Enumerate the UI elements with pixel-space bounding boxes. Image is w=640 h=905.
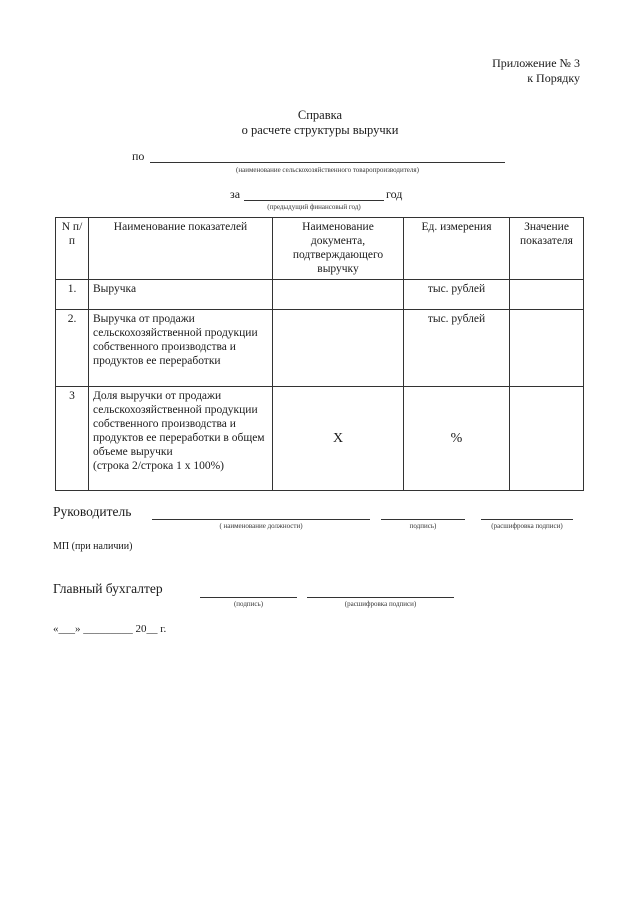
table-row — [56, 387, 584, 491]
head-label: Руководитель — [53, 504, 132, 519]
date-line[interactable]: «___» _________ 20__ г. — [53, 623, 167, 635]
row-2-document[interactable] — [273, 310, 404, 387]
title-subtitle: о расчете структуры выручки — [241, 123, 399, 137]
za-label: за — [230, 187, 241, 201]
document-title — [0, 108, 640, 138]
head-position-caption: ( наименование должности) — [219, 522, 303, 530]
accountant-decode-caption: (расшифровка подписи) — [344, 600, 417, 608]
financial-year-field[interactable] — [244, 200, 384, 201]
table-row — [56, 280, 584, 310]
header-value: Значение показателя — [510, 218, 584, 280]
head-signature-field[interactable] — [381, 519, 465, 520]
row-1-unit: тыс. рублей — [404, 280, 510, 310]
head-signature-caption: подпись) — [409, 522, 437, 530]
god-label: год — [386, 187, 403, 201]
appendix-order: к Порядку — [527, 71, 580, 85]
row-1-document[interactable] — [273, 280, 404, 310]
row-3-num: 3 — [56, 387, 89, 491]
header-name: Наименование показателей — [89, 218, 273, 280]
head-decode-field[interactable] — [481, 519, 573, 520]
row-2-value[interactable] — [510, 310, 584, 387]
row-2-num: 2. — [56, 310, 89, 387]
financial-year-caption: (предыдущий финансовый год) — [267, 203, 361, 211]
header-unit: Ед. измерения — [404, 218, 510, 280]
po-label: по — [132, 149, 145, 163]
row-1-num: 1. — [56, 280, 89, 310]
producer-name-field[interactable] — [150, 162, 505, 163]
accountant-label: Главный бухгалтер — [53, 581, 163, 596]
stamp-label: МП (при наличии) — [53, 541, 133, 552]
row-3-name: Доля выручки от продажи сельскохозяйственной продукции собственного производства и продуктов ее переработки в общем объеме выручки — [93, 390, 265, 458]
accountant-signature-caption: (подпись) — [233, 600, 264, 608]
accountant-decode-field[interactable] — [307, 597, 454, 598]
head-decode-caption: (расшифровка подписи) — [491, 522, 563, 530]
row-3-formula: (строка 2/строка 1 х 100%) — [93, 460, 225, 472]
row-3-unit: % — [404, 387, 510, 491]
appendix-number: Приложение № 3 — [492, 56, 580, 70]
table-row — [56, 310, 584, 387]
row-2-name: Выручка от продажи сельскохозяйственной продукции собственного производства и продуктов ее переработки — [89, 310, 273, 387]
accountant-signature-field[interactable] — [200, 597, 297, 598]
row-2-unit: тыс. рублей — [404, 310, 510, 387]
title-main: Справка — [297, 108, 343, 122]
row-1-value[interactable] — [510, 280, 584, 310]
header-num: N п/п — [56, 218, 89, 280]
table-header-row — [56, 218, 584, 280]
row-1-name: Выручка — [89, 280, 273, 310]
header-document: Наименование документа, подтверждающего выручку — [273, 218, 404, 280]
row-3-value[interactable] — [510, 387, 584, 491]
row-3-document: X — [273, 387, 404, 491]
revenue-structure-table — [55, 217, 584, 491]
appendix-reference — [492, 56, 580, 86]
row-3-name-cell — [89, 387, 273, 491]
producer-name-caption: (наименование сельскохозяйственного товаропроизводителя) — [236, 166, 419, 174]
head-position-field[interactable] — [152, 519, 370, 520]
